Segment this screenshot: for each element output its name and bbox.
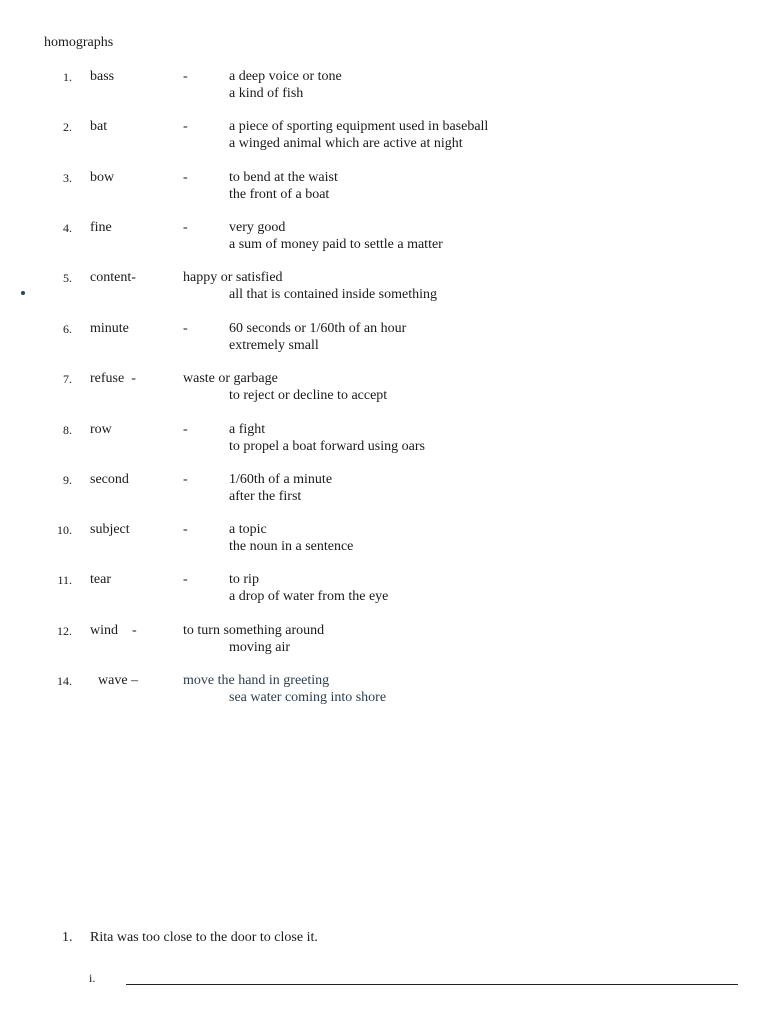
homograph-entry-row: [0, 422, 768, 462]
entry-definition-1: to bend at the waist: [229, 170, 338, 185]
entry-number: 11.: [57, 573, 72, 587]
entry-number: 12.: [57, 624, 72, 638]
entry-definition-2: to reject or decline to accept: [229, 388, 388, 403]
entry-definition-2: all that is contained inside something: [229, 287, 438, 302]
homograph-entry-wind: [0, 623, 768, 663]
entry-dash: -: [183, 69, 188, 84]
homograph-entry-second: [0, 472, 768, 512]
entry-definition-1: a fight: [229, 422, 266, 437]
homograph-entry-content: [0, 270, 768, 310]
entry-definition-2: a kind of fish: [229, 86, 304, 101]
entry-dash: -: [183, 522, 188, 537]
entry-dash: -: [183, 572, 188, 587]
homograph-entry-subject: [0, 522, 768, 562]
entry-word: subject: [90, 522, 130, 537]
entry-definition-1: to rip: [229, 572, 259, 587]
entry-dash: -: [183, 170, 188, 185]
entry-dash: -: [183, 321, 188, 336]
homograph-entry-bat: [0, 119, 768, 159]
entry-number: 4.: [63, 221, 72, 235]
homograph-entry-minute: [0, 321, 768, 361]
entry-definition-1: 1/60th of a minute: [229, 472, 333, 487]
entry-definition-1: 60 seconds or 1/60th of an hour: [229, 321, 407, 336]
entry-number: 1.: [63, 70, 72, 84]
entry-number: 9.: [63, 473, 72, 487]
entry-word: tear: [90, 572, 111, 587]
entry-word: second: [90, 472, 129, 487]
homograph-entry-bass: [0, 69, 768, 109]
homograph-entry-wave: [0, 673, 768, 713]
entry-word: content-: [90, 270, 136, 285]
entry-dash: -: [183, 422, 188, 437]
entry-definition-1: waste or garbage: [183, 371, 278, 386]
entry-word: wave –: [98, 673, 139, 688]
page-title: homographs: [44, 35, 114, 50]
entry-definition-2: after the first: [229, 489, 302, 504]
entry-dash: -: [183, 472, 188, 487]
entry-dash: -: [183, 220, 188, 235]
list-bullet-dot: [21, 291, 25, 295]
entry-definition-1: move the hand in greeting: [183, 673, 330, 688]
answer-blank-line[interactable]: [126, 984, 738, 985]
entry-definition-1: a topic: [229, 522, 267, 537]
entry-word: minute: [90, 321, 129, 336]
entry-number: 2.: [63, 120, 72, 134]
entry-number: 6.: [63, 322, 72, 336]
homograph-entry-bow: [0, 170, 768, 210]
answer-label: i.: [89, 971, 96, 985]
answer-line-row: [0, 968, 768, 988]
entry-definition-2: a drop of water from the eye: [229, 589, 389, 604]
entry-number: 5.: [63, 271, 72, 285]
entry-definition-2: sea water coming into shore: [229, 690, 387, 705]
entry-definition-2: moving air: [229, 640, 291, 655]
entry-definition-2: the front of a boat: [229, 187, 330, 202]
sentence-number: 1.: [62, 930, 73, 945]
homograph-entry-tear: [0, 572, 768, 612]
entry-word: wind -: [90, 623, 137, 638]
entry-number: 8.: [63, 423, 72, 437]
entry-definition-2: extremely small: [229, 338, 319, 353]
homograph-entry-fine: [0, 220, 768, 260]
entry-definition-1: happy or satisfied: [183, 270, 283, 285]
entry-definition-1: to turn something around: [183, 623, 325, 638]
entry-definition-1: a piece of sporting equipment used in baseball: [229, 119, 489, 134]
entry-word: refuse -: [90, 371, 136, 386]
homograph-entry-refuse: [0, 371, 768, 411]
entry-number: 7.: [63, 372, 72, 386]
entry-word: fine: [90, 220, 112, 235]
entry-definition-1: a deep voice or tone: [229, 69, 342, 84]
entry-word: row: [90, 422, 112, 437]
sentence-text: Rita was too close to the door to close it.: [90, 930, 318, 945]
entry-definition-2: to propel a boat forward using oars: [229, 439, 425, 454]
entry-definition-2: a sum of money paid to settle a matter: [229, 237, 443, 252]
entry-definition-2: a winged animal which are active at night: [229, 136, 463, 151]
entry-dash: -: [183, 119, 188, 134]
entry-number: 10.: [57, 523, 72, 537]
entry-number: 3.: [63, 171, 72, 185]
entry-number: 14.: [57, 674, 72, 688]
entry-word: bass: [90, 69, 115, 84]
entry-definition-2: the noun in a sentence: [229, 539, 354, 554]
entry-word: bow: [90, 170, 115, 185]
entry-definition-1: very good: [229, 220, 286, 235]
entry-word: bat: [90, 119, 108, 134]
